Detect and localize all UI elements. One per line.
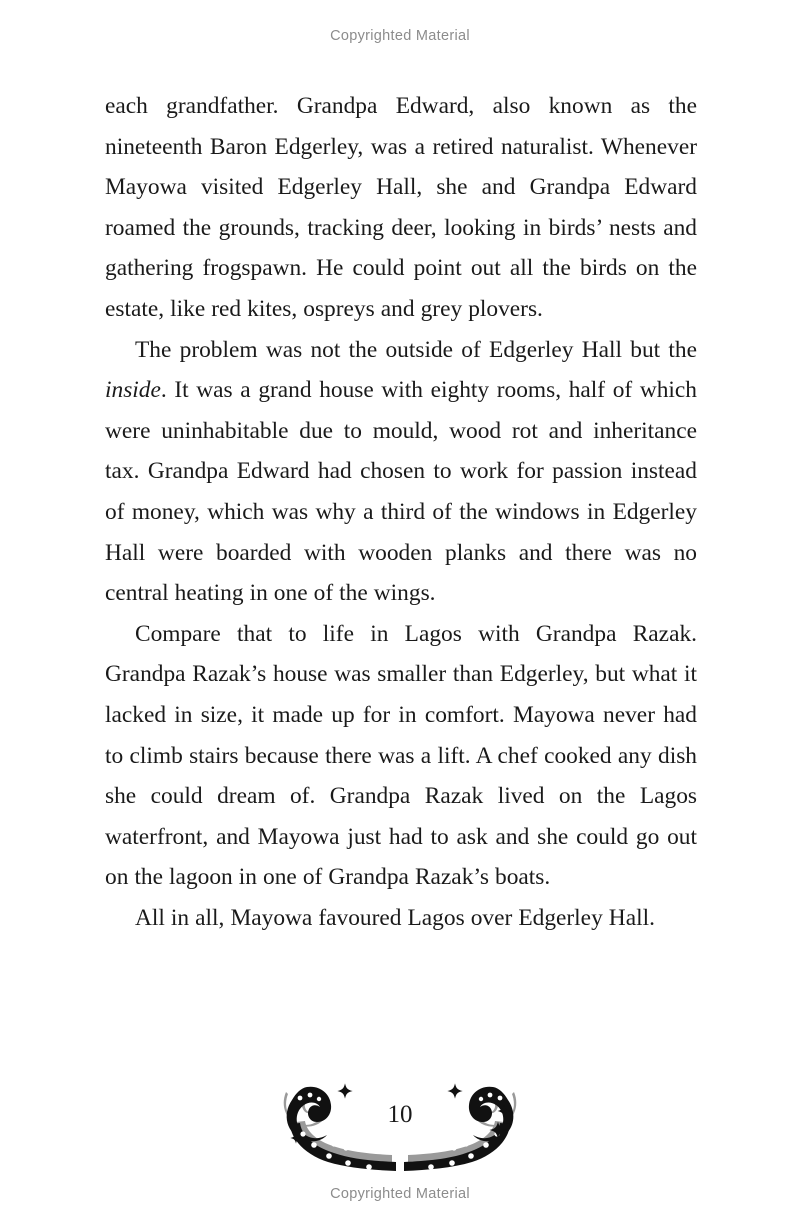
page-footer-ornament-area [0,1078,800,1173]
paragraph-1: each grandfather. Grandpa Edward, also known as the nineteenth Baron Edgerley, was a retired naturalist. Whenever Mayowa visited Edgerley Hall, she and Grandpa Edward roamed the grounds, tracking deer, looking in birds’ nests and gathering frogspawn. He could point out all the birds on the estate, like red kites, ospreys and grey plovers. [105,93,697,322]
body-text-block [105,86,697,938]
emphasised-word: inside [105,377,161,404]
page-number: 10 [387,1101,413,1128]
copyright-watermark-top: Copyrighted Material [330,28,470,44]
copyright-watermark-bottom: Copyrighted Material [330,1186,470,1202]
paragraph-2: The problem was not the outside of Edgerley Hall but the inside. It was a grand house with eighty rooms, half of which were uninhabitable due to mould, wood rot and inheritance tax. Grandpa Edward had chosen to work for passion instead of money, which was why a third of the windows in Edgerley Hall were boarded with wooden planks and there was no central heating in one of the wings. [105,336,697,607]
paragraph-4: All in all, Mayowa favoured Lagos over Edgerley Hall. [135,904,655,931]
paragraph-3: Compare that to life in Lagos with Grandpa Razak. Grandpa Razak’s house was smaller than Edgerley, but what it lacked in size, it made up for in comfort. Mayowa never had to climb stairs because there was a lift. A chef cooked any dish she could dream of. Grandpa Razak lived on the Lagos waterfront, and Mayowa just had to ask and she could go out on the lagoon in one of Grandpa Razak’s boats. [105,620,697,891]
